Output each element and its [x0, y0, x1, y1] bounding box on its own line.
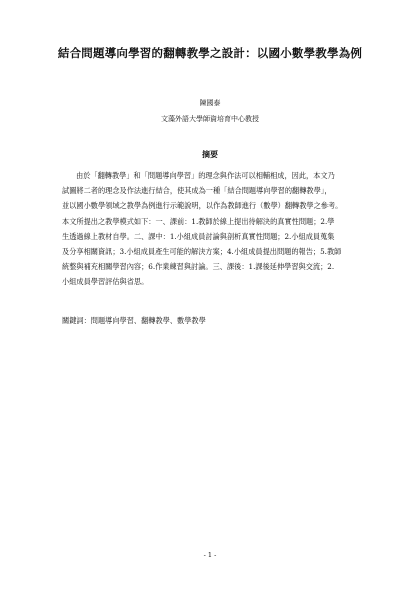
- keywords: 關鍵詞：問題導向學習、翻轉教學、數學教學: [62, 316, 206, 325]
- abstract-line: 由於「翻轉教學」和「問題導向學習」的理念與作法可以相輔相成，因此，本文乃: [76, 171, 335, 180]
- abstract-line: 試圖將二者的理念及作法進行結合，使其成為一種「結合問題導向學習的翻轉教學」，: [62, 186, 332, 196]
- abstract-line: 生透過線上教材自學。二、課中：1.小組成員討論與剖析真實性問題；2.小組成員蒐集: [62, 231, 335, 241]
- page-number: - 1 -: [203, 551, 217, 559]
- abstract-line: 本文所提出之教學模式如下：一、課前：1.教師於線上提出待解決的真實性問題；2.學: [62, 216, 335, 226]
- paper-title: 結合問題導向學習的翻轉教學之設計：以國小數學教學為例: [57, 46, 363, 60]
- abstract-line: 及分享相關資訊；3.小組成員產生可能的解決方案；4.小組成員提出問題的報告；5.教師: [62, 246, 342, 256]
- abstract-line: 小組成員學習評估與省思。: [62, 277, 149, 287]
- abstract-body: [62, 168, 362, 290]
- author-name: 陳國泰: [199, 99, 221, 107]
- abstract-line: 並以國小數學領域之教學為例進行示範說明，以作為教師進行（數學）翻轉教學之參考。: [62, 201, 343, 211]
- abstract-heading: 摘要: [202, 149, 218, 159]
- abstract-line: 統整與補充相關學習內容；6.作業練習與討論。三、課後：1.課後延伸學習與交流；2.: [62, 262, 335, 272]
- author-affiliation: 文藻外語大學師資培育中心教授: [161, 115, 259, 123]
